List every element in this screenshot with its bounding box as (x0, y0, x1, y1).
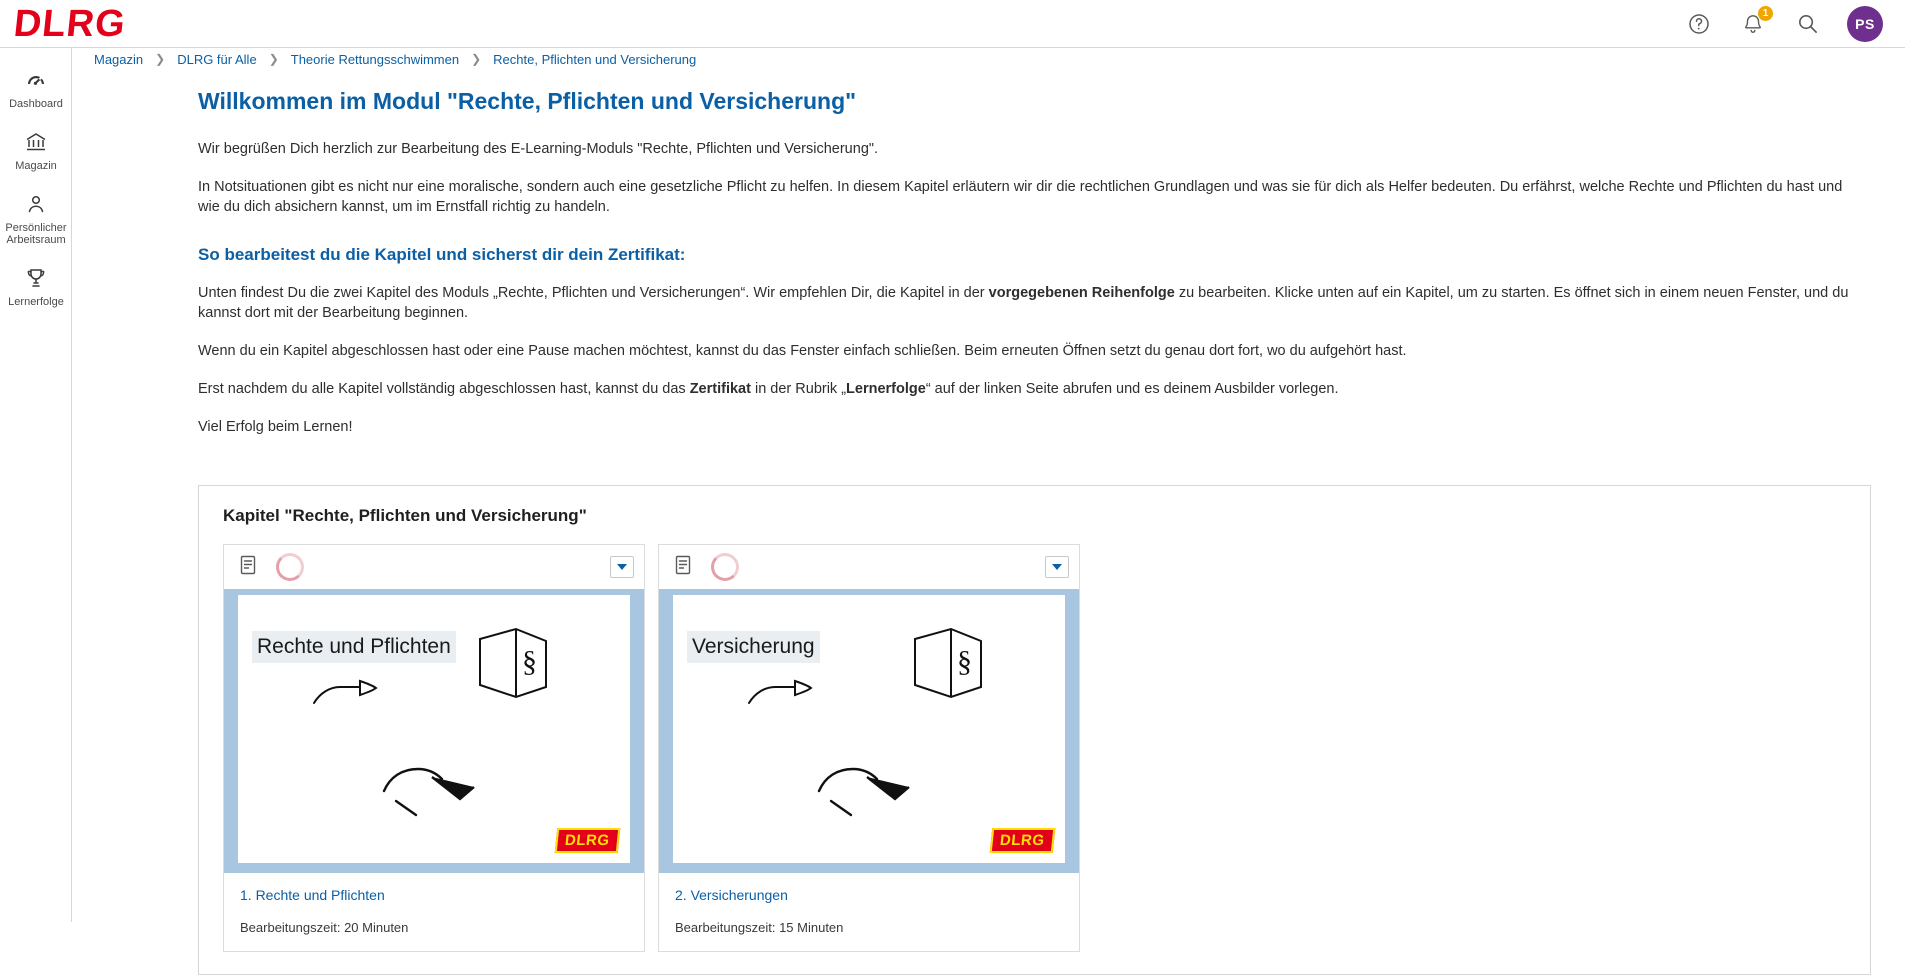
sidebar-item-lernerfolge[interactable] (0, 256, 72, 318)
breadcrumb-item-current[interactable]: Rechte, Pflichten und Versicherung (493, 51, 697, 67)
intro-paragraph-1: Wir begrüßen Dich herzlich zur Bearbeitung des E-Learning-Moduls "Rechte, Pflichten und Versicherung". (198, 141, 879, 157)
handshake-icon (809, 745, 929, 825)
section-subtitle: So bearbeitest du die Kapitel und sicherst dir dein Zertifikat: (198, 245, 686, 264)
law-book-icon (905, 625, 991, 701)
progress-ring-icon (276, 553, 304, 581)
intro-paragraph-2: In Notsituationen gibt es nicht nur eine moralische, sondern auch eine gesetzliche Pflicht zu helfen. In diesem Kapitel erläutern wir dir die rechtlichen Grundlagen und was sie für dich als Helfer bedeuten. Du erfährst, welche Rechte und Pflichten du hast und wie du dich absichern kannst, um im Ernstfall richtig zu handeln. (198, 179, 1843, 215)
logo-text: DLRG (11, 2, 128, 45)
handshake-icon (374, 745, 494, 825)
chevron-down-icon[interactable] (1045, 556, 1069, 578)
chevron-right-icon: ❯ (155, 52, 166, 66)
instruction-bold-order: vorgegebenen Reihenfolge (988, 285, 1175, 301)
chevron-right-icon: ❯ (268, 52, 279, 66)
sidebar-item-label: Magazin (15, 160, 57, 172)
dlrg-logo[interactable] (11, 0, 128, 48)
sidebar (0, 48, 72, 922)
chapter-link[interactable]: 2. Versicherungen (675, 887, 788, 903)
breadcrumb-item-theorie-rettungsschwimmen[interactable]: Theorie Rettungsschwimmen (290, 51, 460, 67)
notification-badge: 1 (1758, 6, 1773, 21)
page-title: Willkommen im Modul "Rechte, Pflichten und Versicherung" (198, 88, 857, 114)
chapter-thumbnail-title: Rechte und Pflichten (252, 631, 456, 663)
bank-icon (24, 129, 48, 155)
chapter-thumbnail[interactable] (659, 589, 1079, 873)
sidebar-item-dashboard[interactable] (0, 58, 72, 120)
chapter-thumbnail-inner (673, 595, 1065, 863)
progress-ring-icon (711, 553, 739, 581)
top-bar-actions (1685, 6, 1883, 42)
chapter-card-list (217, 544, 1852, 952)
chapter-panel-title: Kapitel "Rechte, Pflichten und Versicherung" (223, 506, 587, 525)
chapter-thumbnail-inner (238, 595, 630, 863)
main-content (72, 70, 1905, 935)
certificate-text-a: Erst nachdem du alle Kapitel vollständig abgeschlossen hast, kannst du das (198, 381, 690, 397)
dlrg-mini-logo: DLRG (989, 828, 1054, 853)
certificate-text-c: “ auf der linken Seite abrufen und es deinem Ausbilder vorlegen. (925, 381, 1339, 397)
chevron-down-icon[interactable] (610, 556, 634, 578)
dashboard-icon (24, 67, 48, 93)
avatar[interactable]: PS (1847, 6, 1883, 42)
chapter-card-header (659, 545, 1079, 589)
chapter-panel (198, 485, 1871, 975)
chapter-link[interactable]: 1. Rechte und Pflichten (240, 887, 385, 903)
instruction-paragraph-1 (198, 283, 1865, 323)
breadcrumb-item-dlrg-fuer-alle[interactable]: DLRG für Alle (177, 51, 257, 67)
sidebar-item-label: Persönlicher Arbeitsraum (5, 222, 67, 246)
person-icon (24, 191, 48, 217)
top-bar (0, 0, 1905, 48)
chapter-thumbnail[interactable] (224, 589, 644, 873)
chapter-duration: Bearbeitungszeit: 15 Minuten (675, 920, 844, 935)
chapter-duration: Bearbeitungszeit: 20 Minuten (240, 920, 409, 935)
instruction-paragraph-2: Wenn du ein Kapitel abgeschlossen hast oder eine Pause machen möchtest, kannst du das Fenster einfach schließen. Beim erneuten Öffnen setzt du genau dort fort, wo du aufgehört hast. (198, 343, 1407, 359)
sidebar-item-magazin[interactable] (0, 120, 72, 182)
breadcrumb-item-magazin[interactable]: Magazin (94, 51, 144, 67)
instruction-paragraph-3 (198, 379, 1865, 399)
breadcrumb (72, 48, 1905, 70)
chapter-thumbnail-title: Versicherung (687, 631, 820, 663)
certificate-bold-zertifikat: Zertifikat (689, 381, 751, 397)
pointing-hand-icon (310, 673, 384, 713)
certificate-text-b: in der Rubrik „ (750, 381, 847, 397)
pointing-hand-icon (745, 673, 819, 713)
chevron-right-icon: ❯ (471, 52, 482, 66)
sidebar-item-persoenlicher-arbeitsraum[interactable] (0, 182, 72, 256)
trophy-icon (24, 265, 48, 291)
certificate-bold-lernerfolge: Lernerfolge (846, 381, 926, 397)
svg-text:§: § (957, 645, 972, 678)
document-icon (673, 554, 693, 581)
help-circle-icon[interactable] (1685, 10, 1713, 38)
law-book-icon (470, 625, 556, 701)
instruction-text-a: Unten findest Du die zwei Kapitel des Moduls „Rechte, Pflichten und Versicherungen“. Wir empfehlen Dir, die Kapitel in der (198, 285, 989, 301)
chapter-card[interactable] (223, 544, 645, 952)
chapter-card[interactable] (658, 544, 1080, 952)
dlrg-mini-logo: DLRG (554, 828, 619, 853)
chapter-card-footer (659, 873, 1079, 951)
search-icon[interactable] (1793, 10, 1821, 38)
closing-paragraph: Viel Erfolg beim Lernen! (198, 419, 353, 435)
sidebar-item-label: Lernerfolge (8, 296, 64, 308)
instruction-text-b: zu bearbeiten. Klicke unten auf ein Kapitel, um zu starten. Es öffnet sich in einem neuen Fenster, und du kannst dort mit der Bearbeitung beginnen. (198, 285, 1849, 321)
svg-text:§: § (522, 645, 537, 678)
chapter-card-header (224, 545, 644, 589)
chapter-card-footer (224, 873, 644, 951)
document-icon (238, 554, 258, 581)
bell-icon[interactable] (1739, 7, 1769, 38)
sidebar-item-label: Dashboard (9, 98, 63, 110)
